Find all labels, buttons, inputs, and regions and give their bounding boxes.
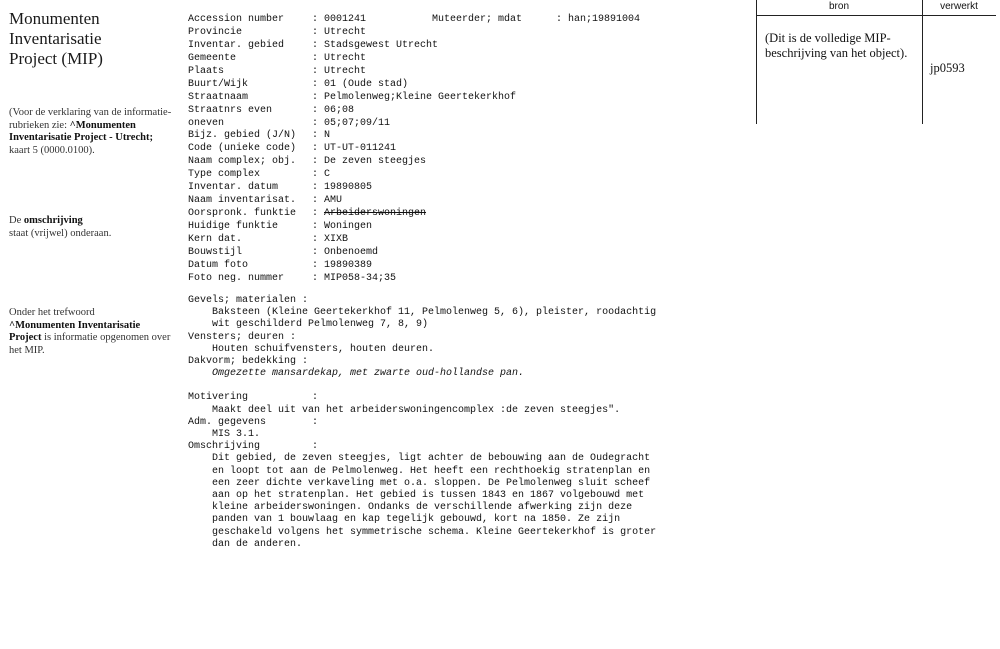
field-separator: : (312, 104, 319, 116)
table-divider (756, 15, 996, 16)
field-label: Buurt/Wijk (188, 78, 249, 90)
field-label: Naam inventarisat. (188, 195, 297, 207)
field-separator: : (556, 14, 563, 25)
field-label: Inventar. gebied (188, 39, 285, 51)
field-separator: : (312, 65, 319, 77)
field-label: Provincie (188, 26, 243, 38)
mutation-label: Muteerder; mdat (432, 14, 523, 25)
field-value: 05;07;09/11 (324, 117, 391, 129)
field-label: Datum foto (188, 259, 249, 271)
field-label: Naam complex; obj. (188, 156, 297, 168)
field-separator: : (312, 246, 319, 258)
section-heading: Dakvorm; bedekking : (188, 355, 309, 367)
section-label: Omschrijving (188, 441, 261, 453)
table-divider (922, 0, 923, 124)
field-value: 06;08 (324, 104, 355, 116)
section-heading: Omschrijving : (188, 441, 319, 453)
legend-note-reference: ^Monumenten Inventarisatie Project - Utrecht; (9, 119, 153, 143)
title-line-2: Inventarisatie (9, 29, 102, 48)
field-value: 0001241 (324, 14, 367, 25)
field-value: Utrecht (324, 65, 367, 77)
field-separator: : (312, 208, 319, 220)
section-label: Motivering (188, 392, 249, 404)
project-title (9, 9, 179, 69)
field-separator: : (312, 91, 319, 103)
field-value: 19890805 (324, 182, 373, 194)
field-label: Bouwstijl (188, 246, 243, 258)
keyword-note-reference: ^Monumenten Inventarisatie Project (9, 319, 141, 343)
keyword-note-pre: Onder het trefwoord (9, 307, 95, 318)
field-label: Foto neg. nummer (188, 272, 285, 284)
title-line-3: Project (MIP) (9, 49, 103, 68)
field-separator: : (312, 169, 319, 181)
field-label: Huidige funktie (188, 221, 279, 232)
field-separator: : (312, 39, 319, 51)
section-body: Baksteen (Kleine Geertekerkhof 11, Pelmolenweg 5, 6), pleister, roodachtig wit geschilderd Pelmolenweg 7, 8, 9) (212, 307, 657, 331)
keyword-note-post: is informatie opgenomen over het MIP. (9, 332, 171, 356)
field-label: Straatnaam (188, 91, 249, 103)
section-body: Omgezette mansardekap, met zwarte oud-hollandse pan. (212, 368, 525, 380)
field-value: De zeven steegjes (324, 156, 427, 168)
field-separator: : (312, 117, 319, 129)
field-value: Utrecht (324, 26, 367, 38)
field-value: Onbenoemd (324, 246, 379, 258)
bron-text: (Dit is de volledige MIP-beschrijving van het object). (765, 31, 908, 60)
field-separator: : (312, 14, 319, 25)
section-heading: Motivering : (188, 392, 319, 404)
section-label: Dakvorm; bedekking (188, 355, 297, 367)
legend-note (9, 107, 174, 157)
mutation-value: han;19891004 (568, 14, 641, 25)
section-heading: Adm. gegevens : (188, 416, 319, 428)
field-label: Type complex (188, 169, 261, 181)
field-label: Plaats (188, 65, 225, 77)
description-sections (188, 295, 728, 551)
field-value: MIP058-34;35 (324, 272, 397, 284)
section-label: Gevels; materialen (188, 295, 297, 306)
field-separator: : (312, 52, 319, 64)
keyword-note (9, 307, 174, 357)
field-label: oneven (188, 117, 225, 129)
verwerkt-code: jp0593 (930, 61, 965, 75)
section-label: Vensters; deuren (188, 331, 285, 343)
section-body: Maakt deel uit van het arbeiderswoningencomplex :de zeven steegjes". (212, 404, 621, 416)
field-value: Woningen (324, 221, 373, 232)
field-value: AMU (324, 195, 343, 207)
field-label: Inventar. datum (188, 182, 279, 194)
field-label: Kern dat. (188, 233, 243, 245)
field-label: Gemeente (188, 52, 237, 64)
field-label: Straatnrs even (188, 104, 273, 116)
table-divider (756, 0, 757, 124)
field-separator: : (312, 156, 319, 168)
field-separator: : (312, 259, 319, 271)
field-label: Oorspronk. funktie (188, 208, 297, 220)
field-value: N (324, 130, 331, 142)
bron-header: bron (828, 1, 849, 12)
section-heading: Gevels; materialen : (188, 295, 309, 306)
field-separator: : (312, 130, 319, 142)
field-label: Accession number (188, 14, 285, 25)
field-separator: : (312, 182, 319, 194)
description-note-post: staat (vrijwel) onderaan. (9, 227, 112, 239)
field-value: Stadsgewest Utrecht (324, 39, 439, 51)
field-value: 01 (Oude stad) (324, 78, 409, 90)
section-body: MIS 3.1. (212, 428, 261, 440)
field-label: Code (unieke code) (188, 143, 297, 155)
field-value: Pelmolenweg;Kleine Geertekerkhof (324, 91, 517, 103)
field-separator: : (312, 195, 319, 207)
legend-note-pre: (Voor de verklaring van de informatie-rubrieken zie: (9, 107, 172, 131)
field-separator: : (312, 233, 319, 245)
description-note-pre: De (9, 215, 22, 226)
field-separator: : (312, 143, 319, 155)
field-label: Bijz. gebied (J/N) (188, 130, 297, 142)
title-line-1: Monumenten (9, 9, 100, 28)
field-separator: : (312, 26, 319, 38)
sidebar (9, 9, 179, 356)
field-value: C (324, 169, 331, 181)
description-note-keyword: omschrijving (23, 215, 83, 226)
verwerkt-header: verwerkt (940, 1, 978, 12)
description-note (9, 215, 174, 240)
section-body: Dit gebied, de zeven steegjes, ligt achter de bebouwing aan de Oudegracht en loopt tot aan de Pelmolenweg. Het heeft een rechthoekig stratenplan en een zeer dichte verkaveling met o.a. sloppen. De Pelmolenweg sluit scheef aan op het stratenplan. Het gebied is tussen 1843 en 1867 volgebouwd met kleine arbeiderswoningen. Ondanks de verschillende afwerking zijn deze panden van 1 bouwlaag en kap tegelijk gebouwd, kort na 1850. Ze zijn geschakeld volgens het symmetrische schema. Kleine Geertekerkhof is groter dan de anderen. (212, 453, 657, 550)
section-body: Houten schuifvensters, houten deuren. (212, 343, 435, 355)
field-value: XIXB (324, 233, 349, 245)
section-heading: Vensters; deuren : (188, 331, 297, 343)
field-separator: : (312, 272, 319, 284)
legend-note-post: kaart 5 (0000.0100). (9, 144, 95, 156)
section-label: Adm. gegevens (188, 416, 267, 428)
field-value: Utrecht (324, 52, 367, 64)
field-value-struck: Arbeiderswoningen (324, 208, 427, 220)
field-value: 19890389 (324, 259, 373, 271)
field-separator: : (312, 78, 319, 90)
field-separator: : (312, 221, 319, 232)
source-table (756, 0, 996, 124)
field-value: UT-UT-011241 (324, 143, 397, 155)
